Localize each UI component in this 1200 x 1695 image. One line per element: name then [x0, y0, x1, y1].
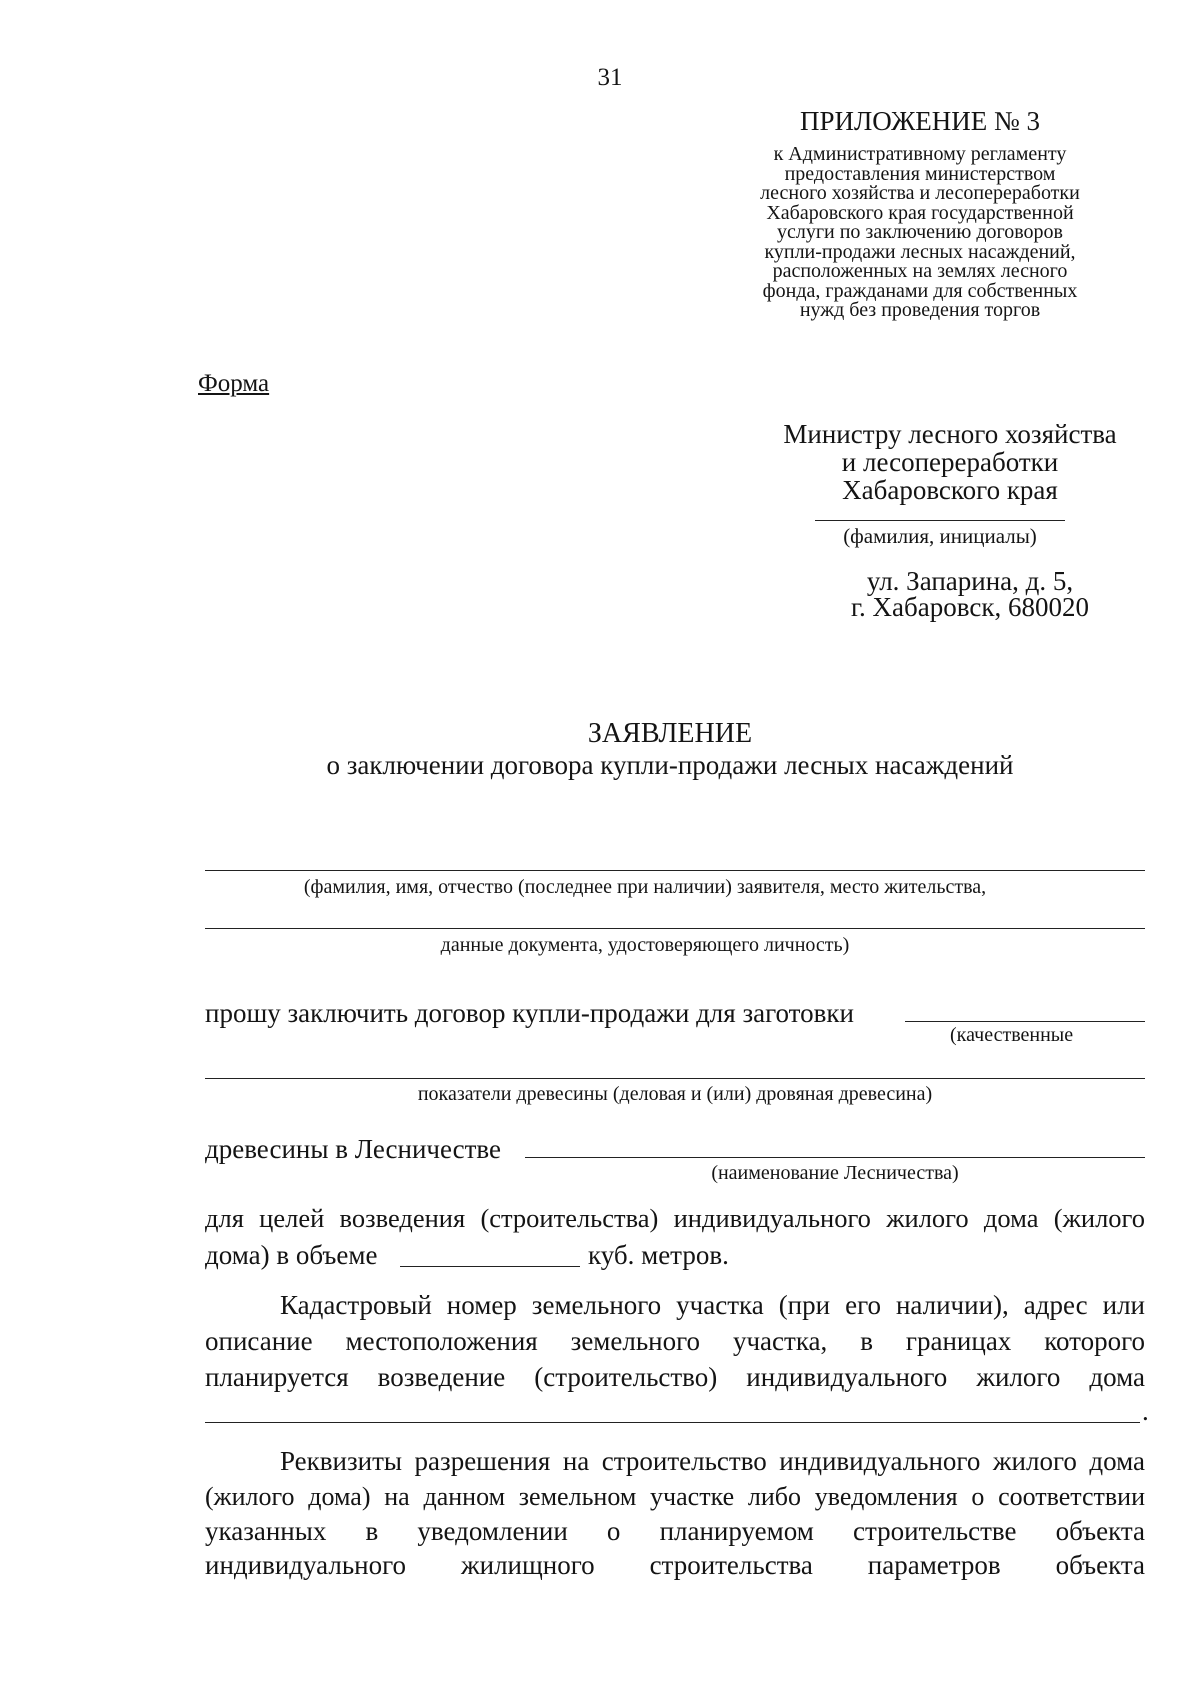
cadastral-line-3: планируется возведение (строительство) индивидуального жилого дома — [205, 1362, 1145, 1392]
forestry-line — [525, 1157, 1145, 1158]
caption-forestry: (наименование Лесничества) — [711, 1162, 959, 1184]
appendix-line: услуги по заключению договоров — [776, 221, 1064, 243]
addressee-address — [800, 568, 1140, 620]
page-number: 31 — [597, 64, 623, 91]
addressee-name-caption: (фамилия, инициалы) — [843, 524, 1037, 548]
request-text: прошу заключить договор купли-продажи для заготовки — [205, 998, 854, 1028]
purpose-line-2b: куб. метров. — [588, 1240, 729, 1270]
applicant-line-1 — [205, 870, 1145, 871]
appendix-line: лесного хозяйства и лесопереработки — [760, 182, 1080, 204]
appendix-line: нужд без проведения торгов — [799, 299, 1041, 321]
addressee-block — [760, 420, 1140, 504]
caption-quality-2: показатели древесины (деловая и (или) дровяная древесина) — [417, 1083, 933, 1105]
purpose-line-1: для целей возведения (строительства) индивидуального жилого дома (жилого — [205, 1203, 1145, 1233]
appendix-title: ПРИЛОЖЕНИЕ № 3 — [799, 106, 1041, 136]
statement-title: ЗАЯВЛЕНИЕ — [587, 718, 753, 749]
appendix-text — [700, 145, 1140, 321]
statement-subtitle: о заключении договора купли-продажи лесных насаждений — [326, 750, 1014, 780]
appendix-line: предоставления министерством — [784, 162, 1056, 185]
appendix-line: к Административному регламенту — [773, 143, 1067, 165]
purpose-line-2a: дома) в объеме — [205, 1240, 378, 1270]
caption-document: данные документа, удостоверяющего личность) — [440, 934, 850, 956]
cadastral-line — [205, 1422, 1140, 1423]
appendix-line: купли-продажи лесных насаждений, — [764, 240, 1076, 263]
permit-line-3: указанных в уведомлении о планируемом строительстве объекта — [205, 1516, 1145, 1546]
forestry-text: древесины в Лесничестве — [205, 1134, 501, 1164]
addressee-line: и лесопереработки — [841, 447, 1059, 477]
applicant-line-2 — [205, 928, 1145, 929]
addressee-line: Хабаровского края — [842, 475, 1058, 505]
permit-line-4: индивидуального жилищного строительства параметров объекта — [205, 1550, 1145, 1580]
caption-applicant: (фамилия, имя, отчество (последнее при наличии) заявителя, место жительства, — [303, 876, 987, 898]
address-line: ул. Запарина, д. 5, — [866, 566, 1074, 596]
permit-line-2: (жилого дома) на данном земельном участке либо уведомления о соответствии — [205, 1482, 1145, 1511]
cadastral-line-2: описание местоположения земельного участка, в границах которого — [205, 1326, 1145, 1356]
request-line — [905, 1021, 1145, 1022]
caption-quality-1: (качественные — [950, 1024, 1074, 1046]
addressee-line: Министру лесного хозяйства — [783, 419, 1117, 449]
appendix-line: расположенных на землях лесного — [772, 260, 1068, 282]
appendix-line: фонда, гражданами для собственных — [762, 279, 1078, 302]
form-label: Форма — [198, 370, 270, 397]
address-line: г. Хабаровск, 680020 — [851, 592, 1089, 622]
appendix-line: Хабаровского края государственной — [766, 201, 1074, 224]
permit-line-1: Реквизиты разрешения на строительство индивидуального жилого дома — [280, 1446, 1145, 1476]
cadastral-line-1: Кадастровый номер земельного участка (при его наличии), адрес или — [280, 1290, 1145, 1320]
volume-line — [400, 1266, 580, 1267]
addressee-name-line — [815, 520, 1065, 521]
quality-line — [205, 1078, 1145, 1079]
cadastral-end: . — [1142, 1396, 1149, 1426]
